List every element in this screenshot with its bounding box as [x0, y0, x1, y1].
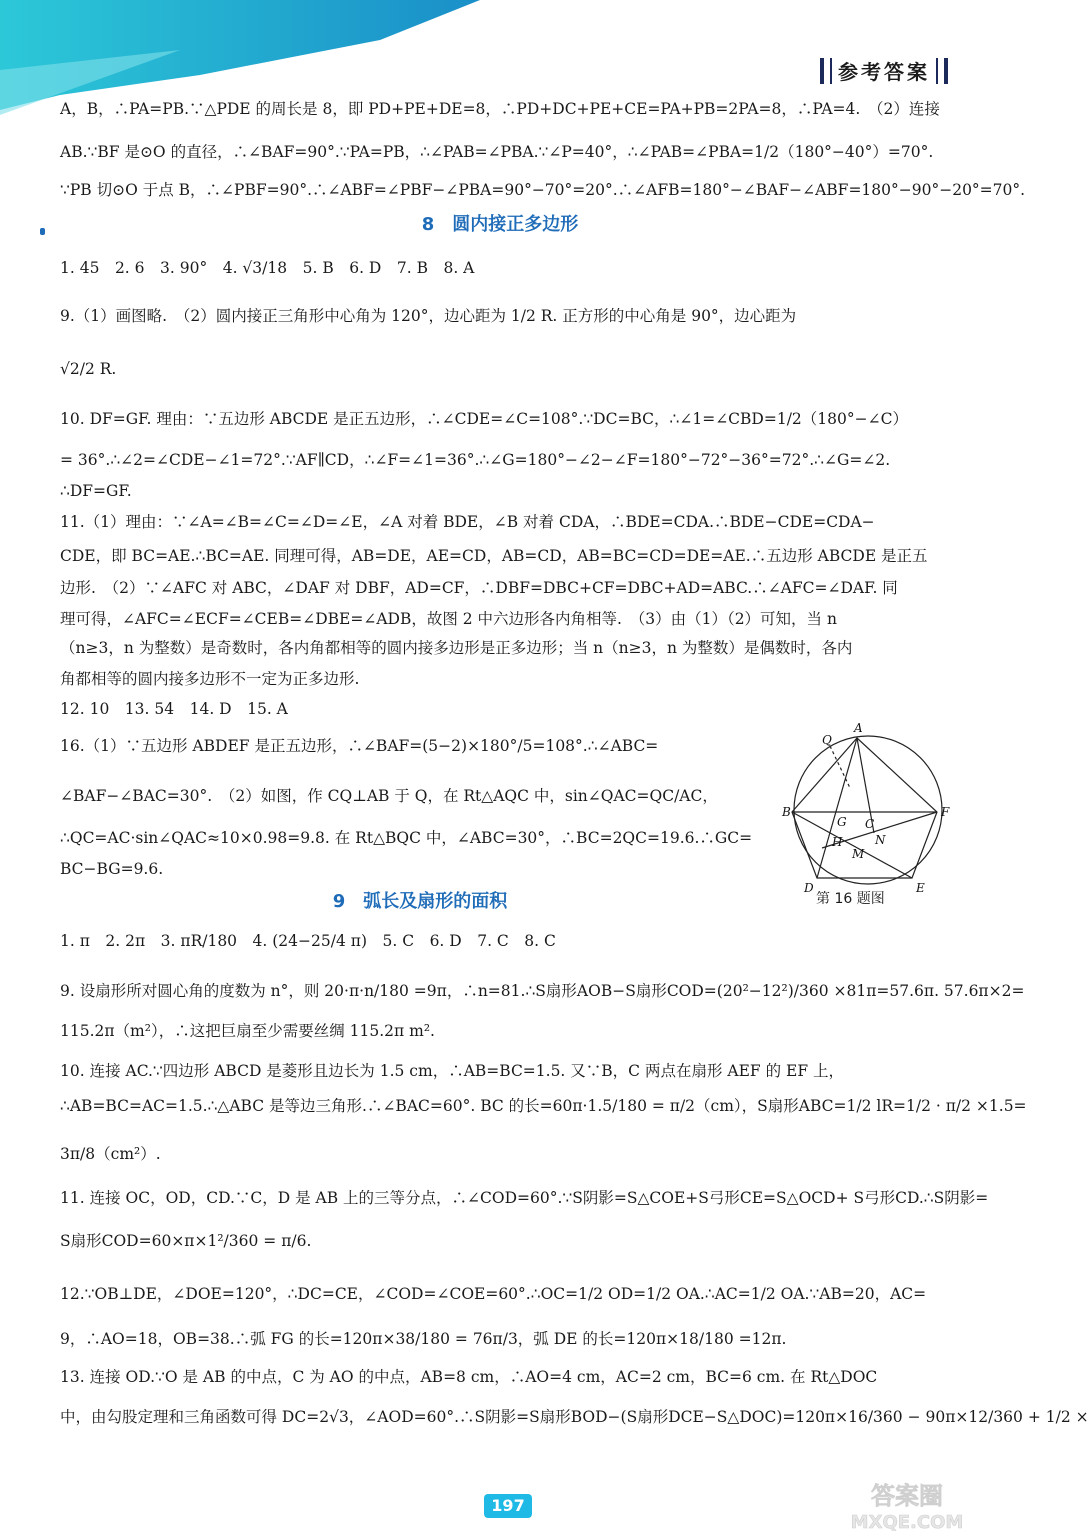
text-line: √2/2 R. [60, 360, 117, 378]
label-b: B [782, 805, 791, 819]
text-line: 115.2π（m²），∴这把巨扇至少需要丝绸 115.2π m². [60, 1022, 435, 1040]
watermark-line1: 答案圈 [871, 1482, 943, 1510]
label-h: H [832, 835, 843, 849]
label-f: F [941, 805, 950, 819]
header-bar-left-thin [830, 58, 832, 84]
watermark-line2: MXQE.COM [850, 1512, 964, 1533]
section-8-title: 圆内接正多边形 [452, 214, 579, 235]
text-line: 中，由勾股定理和三角函数可得 DC=2√3，∠AOD=60°.∴S阴影=S扇形BOD−(S扇形DCE−S△DOC)=120π×16/360 − 90π×12/360 + 1/2 × [60, 1408, 1089, 1426]
text-line: 理可得，∠AFC=∠ECF=∠CEB=∠DBE=∠ADB，故图 2 中六边形各内角相等. （3）由（1）（2）可知，当 n [60, 610, 837, 628]
text-line: 9.（1）画图略. （2）圆内接正三角形中心角为 120°，边心距为 1/2 R. 正方形的中心角是 90°，边心距为 [60, 307, 797, 325]
pentagon-figure [782, 718, 954, 908]
text-line: 11.（1）理由：∵∠A=∠B=∠C=∠D=∠E，∠A 对着 BDE，∠B 对着 CDA，∴BDE=CDA.∴BDE−CDE=CDA− [60, 513, 875, 531]
text-line: A，B，∴PA=PB.∵△PDE 的周长是 8，即 PD+PE+DE=8，∴PD+DC+PE+CE=PA+PB=2PA=8，∴PA=4. （2）连接 [60, 100, 940, 118]
text-line: 1. 45 2. 6 3. 90° 4. √3/18 5. B 6. D 7. B 8. A [60, 259, 475, 277]
text-line: ∴QC=AC·sin∠QAC≈10×0.98=9.8. 在 Rt△BQC 中，∠ABC=30°，∴BC=2QC=19.6.∴GC= [60, 829, 753, 847]
text-line: 9. 设扇形所对圆心角的度数为 n°，则 20·π·n/180 =9π，∴n=81.∴S扇形AOB−S扇形COD=(20²−12²)/360 ×81π=57.6π. 57.6π×2= [60, 982, 1025, 1000]
text-line: ∴AB=BC=AC=1.5.∴△ABC 是等边三角形.∴∠BAC=60°. BC 的长=60π·1.5/180 = π/2（cm），S扇形ABC=1/2 lR=1/2 · π/2 ×1.5= [60, 1097, 1027, 1115]
header-tag-text: 参考答案 [838, 60, 930, 84]
text-line: 9，∴AO=18，OB=38.∴弧 FG 的长=120π×38/180 = 76π/3，弧 DE 的长=120π×18/180 =12π. [60, 1330, 787, 1348]
text-line: 10. DF=GF. 理由：∵五边形 ABCDE 是正五边形，∴∠CDE=∠C=108°.∵DC=BC，∴∠1=∠CBD=1/2（180°−∠C） [60, 410, 908, 428]
label-e: E [916, 881, 925, 895]
label-n: N [875, 833, 886, 847]
text-line: CDE，即 BC=AE.∴BC=AE. 同理可得，AB=DE，AE=CD，AB=CD，AB=BC=CD=DE=AE.∴五边形 ABCDE 是正五 [60, 547, 928, 565]
label-c: C [865, 817, 875, 831]
label-g: G [837, 815, 847, 829]
figure-caption: 第 16 题图 [816, 891, 885, 907]
text-line: 角都相等的圆内接多边形不一定为正多边形. [60, 670, 360, 688]
page-number: 197 [484, 1494, 532, 1518]
text-line: 3π/8（cm²）. [60, 1145, 161, 1163]
text-line: 10. 连接 AC.∵四边形 ABCD 是菱形且边长为 1.5 cm，∴AB=BC=1.5. 又∵B，C 两点在扇形 AEF 的 EF 上， [60, 1062, 845, 1080]
text-line: （n≥3，n 为整数）是奇数时，各内角都相等的圆内接多边形是正多边形；当 n（n≥3，n 为整数）是偶数时，各内 [60, 639, 853, 657]
text-line: ∴DF=GF. [60, 482, 132, 500]
text-line: = 36°.∴∠2=∠CDE−∠1=72°.∵AF∥CD，∴∠F=∠1=36°.∴∠G=180°−∠2−∠F=180°−72°−36°=72°.∴∠G=∠2. [60, 451, 891, 469]
text-line: 16.（1）∵五边形 ABDEF 是正五边形，∴∠BAF=(5−2)×180°/5=108°.∴∠ABC= [60, 737, 659, 755]
section-8-heading [0, 210, 1000, 236]
text-line: S扇形COD=60×π×1²/360 = π/6. [60, 1232, 312, 1250]
text-line: ∠BAF−∠BAC=30°. （2）如图，作 CQ⊥AB 于 Q，在 Rt△AQC 中，sin∠QAC=QC/AC， [60, 787, 718, 805]
text-line: 13. 连接 OD.∵O 是 AB 的中点，C 为 AO 的中点，AB=8 cm，∴AO=4 cm，AC=2 cm，BC=6 cm. 在 Rt△DOC [60, 1368, 878, 1386]
label-a: A [854, 721, 863, 735]
text-line: 边形. （2）∵∠AFC 对 ABC，∠DAF 对 DBF，AD=CF，∴DBF=DBC+CF=DBC+AD=ABC.∴∠AFC=∠DAF. 同 [60, 579, 898, 597]
text-line: 11. 连接 OC，OD，CD.∵C，D 是 AB 上的三等分点，∴∠COD=60°.∵S阴影=S△COE+S弓形CE=S△OCD+ S弓形CD.∴S阴影= [60, 1189, 989, 1207]
label-q: Q [822, 733, 832, 747]
text-line: 1. π 2. 2π 3. πR/180 4. (24−25/4 π) 5. C 6. D 7. C 8. C [60, 932, 556, 950]
section-9-title: 弧长及扇形的面积 [363, 891, 508, 912]
label-m: M [852, 847, 865, 861]
header-bar-left [820, 58, 824, 84]
text-line: 12. 10 13. 54 14. D 15. A [60, 700, 288, 718]
text-line: ∵PB 切⊙O 于点 B，∴∠PBF=90°.∴∠ABF=∠PBF−∠PBA=90°−70°=20°.∴∠AFB=180°−∠BAF−∠ABF=180°−90°−20°=70°. [60, 181, 1026, 199]
answer-header [820, 56, 948, 85]
watermark-logo [832, 1478, 982, 1534]
label-d: D [804, 881, 814, 895]
header-bar-right-thin [936, 58, 938, 84]
section-9-heading [0, 887, 840, 913]
header-bar-right [944, 58, 948, 84]
circumcircle [794, 736, 942, 884]
section-8-number: 8 [421, 214, 435, 235]
text-line: AB.∵BF 是⊙O 的直径，∴∠BAF=90°.∵PA=PB，∴∠PAB=∠PBA.∵∠P=40°，∴∠PAB=∠PBA=1/2（180°−40°）=70°. [60, 143, 934, 161]
text-line: BC−BG=9.6. [60, 860, 164, 878]
text-line: 12.∵OB⊥DE，∠DOE=120°，∴DC=CE，∠COD=∠COE=60°.∴OC=1/2 OD=1/2 OA.∴AC=1/2 OA.∵AB=20，AC= [60, 1285, 927, 1303]
section-9-number: 9 [332, 891, 346, 912]
